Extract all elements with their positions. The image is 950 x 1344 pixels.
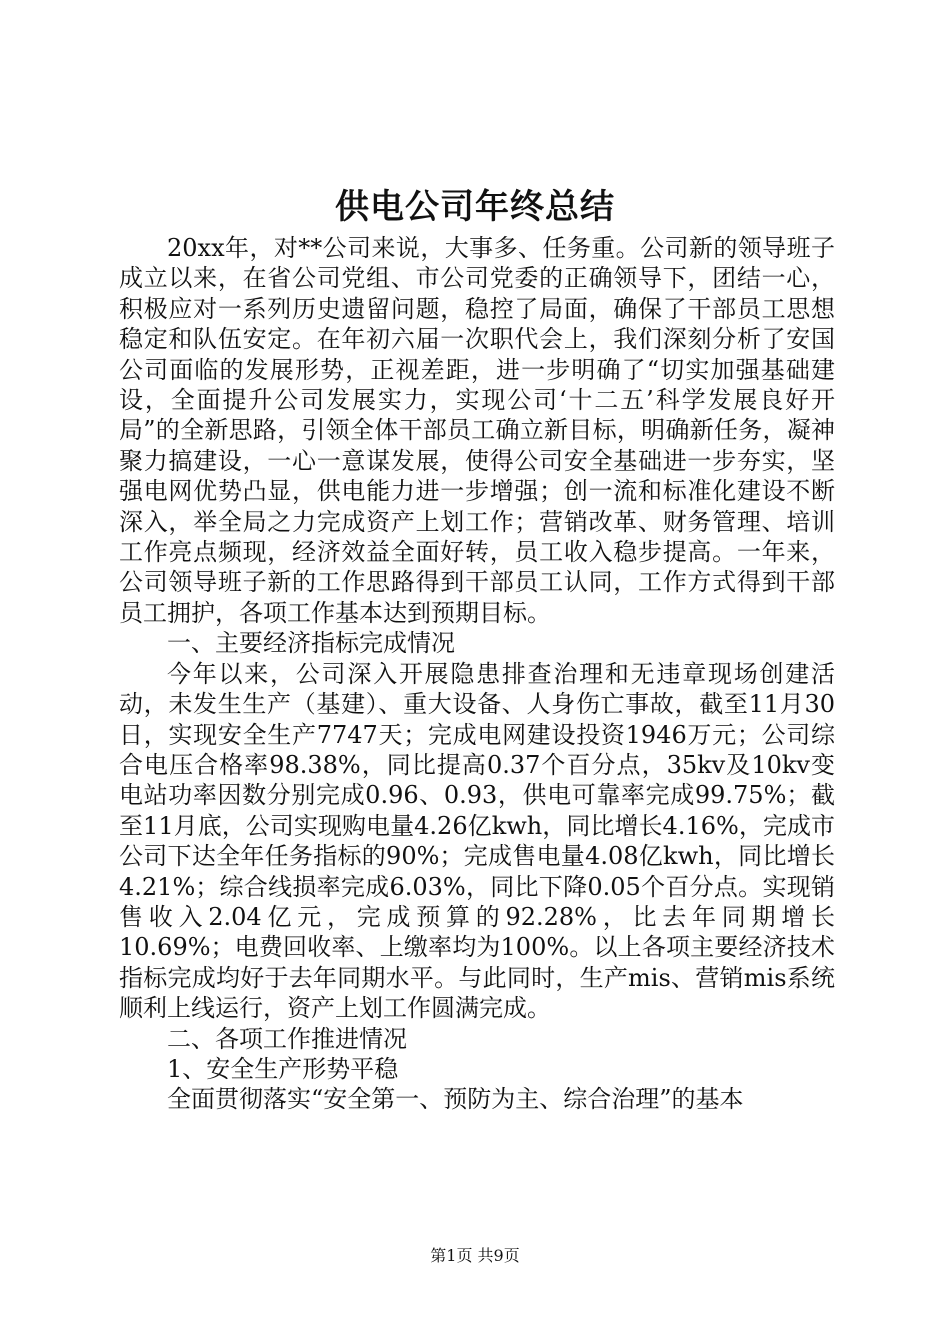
subsection-heading-1: 1、安全生产形势平稳 <box>167 1054 399 1083</box>
safety-paragraph: 全面贯彻落实“安全第一、预防为主、综合治理”的基本 <box>167 1085 744 1114</box>
section-heading-1: 一、主要经济指标完成情况 <box>167 629 455 658</box>
page-footer: 第1页 共9页 <box>430 1246 520 1265</box>
indicators-paragraph: 今年以来，公司深入开展隐患排查治理和无违章现场创建活动，未发生生产（基建）、重大设备、人身伤亡事故，截至11月30日，实现安全生产7747天；完成电网建设投资1946万元；公司综合电压合格率98.38%，同比提高0.37个百分点，35kv及10kv变电站功率因数分别完成0.96、0.93，供电可靠率完成99.75%；截至11月底，公司实现购电量4.26亿kwh，同比增长4.16%，完成市公司下达全年任务指标的90%；完成售电量4.08亿kwh，同比增长4.21%；综合线损率完成6.03%，同比下降0.05个百分点。实现销售收入2.04亿元，完成预算的92.28%，比去年同期增长10.69%；电费回收率、上缴率均为100%。以上各项主要经济技术指标完成均好于去年同期水平。与此同时，生产mis、营销mis系统顺利上线运行，资产上划工作圆满完成。 <box>119 659 835 1023</box>
page-title: 供电公司年终总结 <box>335 187 615 227</box>
section-heading-2: 二、各项工作推进情况 <box>167 1024 407 1053</box>
intro-paragraph: 20xx年，对**公司来说，大事多、任务重。公司新的领导班子成立以来，在省公司党组、市公司党委的正确领导下，团结一心，积极应对一系列历史遗留问题，稳控了局面，确保了干部员工思想稳定和队伍安定。在年初六届一次职代会上，我们深刻分析了安国公司面临的发展形势，正视差距，进一步明确了“切实加强基础建设，全面提升公司发展实力，实现公司‘十二五’科学发展良好开局”的全新思路，引领全体干部员工确立新目标，明确新任务，凝神聚力搞建设，一心一意谋发展，使得公司安全基础进一步夯实，坚强电网优势凸显，供电能力进一步增强；创一流和标准化建设不断深入，举全局之力完成资产上划工作；营销改革、财务管理、培训工作亮点频现，经济效益全面好转，员工收入稳步提高。一年来，公司领导班子新的工作思路得到干部员工认同，工作方式得到干部员工拥护，各项工作基本达到预期目标。 <box>119 234 835 627</box>
document-body <box>119 233 835 1115</box>
